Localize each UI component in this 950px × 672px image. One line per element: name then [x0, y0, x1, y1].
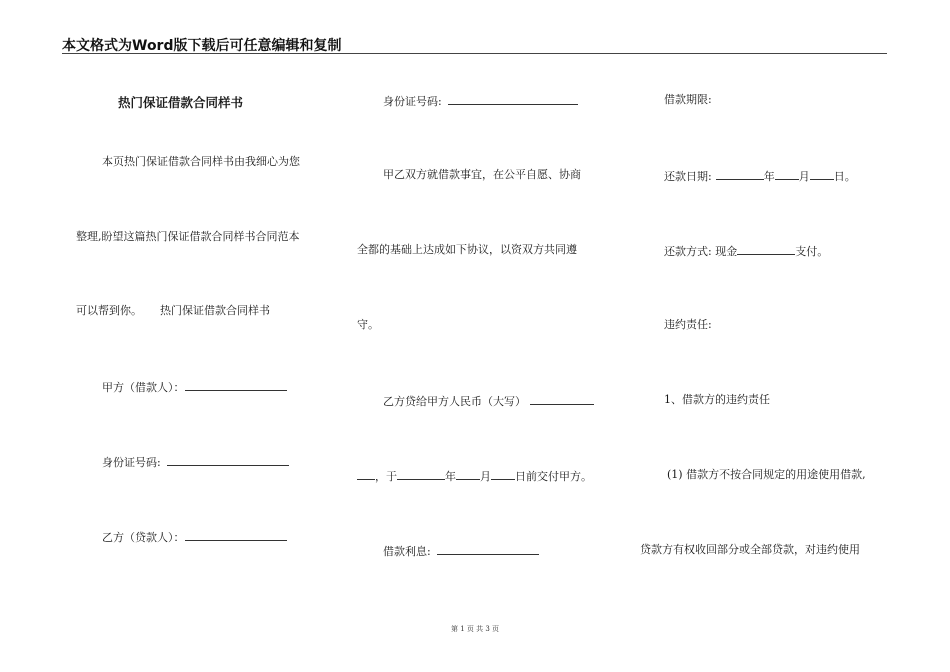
loan-amount-blank: [530, 393, 594, 405]
breach-item-1: 1、借款方的违约责任: [664, 393, 770, 406]
delivery-date-line: [357, 468, 592, 484]
party-a-blank: [185, 379, 287, 391]
breach-heading: 违约责任:: [664, 318, 712, 331]
party-b-label: 乙方（贷款人）：: [102, 531, 185, 544]
repay-month-blank: [775, 168, 799, 180]
id-b-line: [383, 93, 578, 109]
delivery-month-blank: [456, 468, 480, 480]
intro-line-2: 整理,盼望这篇热门保证借款合同样书合同范本: [76, 230, 300, 243]
interest-line: [383, 543, 539, 559]
id-a-line: [102, 454, 289, 470]
party-b-blank: [185, 529, 287, 541]
interest-blank: [437, 543, 539, 555]
loan-term-line: 借款期限:: [664, 93, 712, 106]
interest-label: 借款利息:: [383, 545, 431, 558]
intro-line-1: 本页热门保证借款合同样书由我细心为您: [102, 155, 300, 168]
agreement-line-3: 守。: [357, 318, 379, 331]
delivery-day-blank: [491, 468, 515, 480]
repay-year-label: 年: [763, 170, 775, 183]
repay-method-line: [664, 243, 828, 259]
repay-method-label: 还款方式: 现金: [664, 245, 738, 258]
repay-date-label: 还款日期:: [664, 170, 712, 183]
breach-item-1a: (1) 借款方不按合同规定的用途使用借款,: [667, 468, 866, 481]
party-a-line: [102, 379, 287, 395]
party-b-line: [102, 529, 287, 545]
id-b-blank: [448, 93, 578, 105]
loan-amount-label: 乙方贷给甲方人民币（大写）: [383, 395, 526, 408]
intro-line-3-text: 可以帮到你。: [76, 304, 142, 317]
delivery-year-label: 年: [445, 470, 456, 483]
delivery-year-blank: [397, 468, 445, 480]
repay-method-suffix: 支付。: [795, 245, 829, 258]
header-divider: [62, 53, 887, 54]
document-header: 本文格式为Word版下载后可任意编辑和复制: [62, 38, 342, 54]
delivery-month-label: 月: [480, 470, 491, 483]
breach-item-1b: 贷款方有权收回部分或全部贷款，对违约使用: [640, 543, 860, 556]
amount-tail-blank: [357, 468, 375, 480]
agreement-line-2: 全都的基础上达成如下协议，以资双方共同遵: [357, 243, 577, 256]
id-a-label: 身份证号码:: [102, 456, 161, 469]
repay-date-line: [664, 168, 856, 184]
page-number: 第 1 页 共 3 页: [450, 625, 500, 633]
repay-year-blank: [716, 168, 764, 180]
loan-amount-line: [383, 393, 594, 409]
party-a-label: 甲方（借款人）：: [102, 381, 185, 394]
intro-line-3: [76, 304, 270, 318]
repay-day-blank: [810, 168, 834, 180]
delivery-prefix: ，于: [375, 470, 397, 483]
document-title: 热门保证借款合同样书: [118, 95, 244, 110]
repay-day-label: 日。: [833, 170, 856, 183]
repay-method-blank: [737, 243, 795, 255]
agreement-line-1: 甲乙双方就借款事宜，在公平自愿、协商: [383, 168, 581, 181]
intro-line-3-title: 热门保证借款合同样书: [160, 304, 270, 317]
id-b-label: 身份证号码:: [383, 95, 442, 108]
delivery-day-label: 日前交付甲方。: [515, 470, 592, 483]
id-a-blank: [167, 454, 289, 466]
repay-month-label: 月: [798, 170, 810, 183]
